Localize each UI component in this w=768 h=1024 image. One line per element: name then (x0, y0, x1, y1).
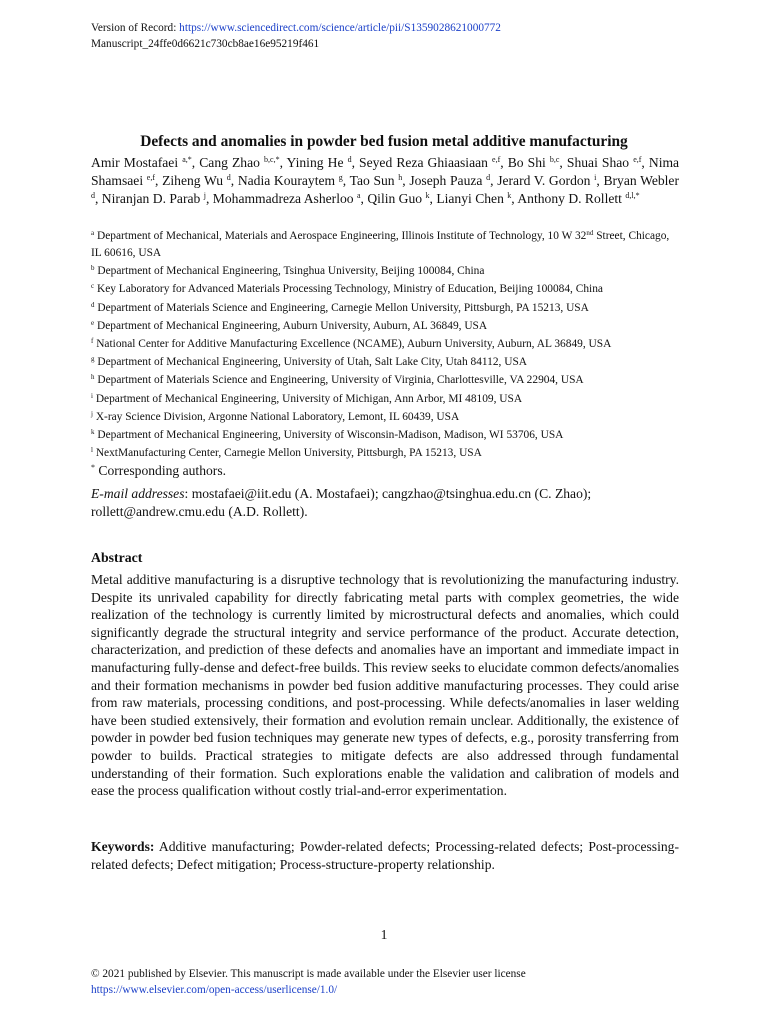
author-name: Jerard V. Gordon (497, 173, 591, 188)
email-addresses (91, 485, 679, 521)
affiliation-item (91, 391, 681, 408)
affiliation-key: l (91, 446, 93, 455)
affiliation-key: g (91, 355, 95, 364)
author-affiliation-sup: e,f (146, 173, 155, 182)
affiliation-key: d (91, 300, 95, 309)
affiliation-text: X-ray Science Division, Argonne National Laboratory, Lemont, IL 60439, USA (95, 410, 460, 423)
author-affiliation-sup: k (425, 191, 430, 200)
author-name: Nima Shamsaei (91, 155, 680, 188)
affiliation-item (91, 263, 681, 280)
author-affiliation-sup: d (486, 173, 491, 182)
author-name: Shuai Shao (566, 155, 630, 170)
abstract-text: Metal additive manufacturing is a disruptive technology that is revolutionizing the manufacturing industry. Despite its unrivaled capability for directly fabricating metal parts with complex geometries, the wide realization of the technology is currently limited by microstructural defects and anomalies, which could significantly degrade the structural integrity and service performance of the product. Accurate detection, characterization, and prediction of these defects and anomalies have an important and immediate impact in manufacturing fully-dense and defect-free builds. This review seeks to elucidate common defects/anomalies and their formation mechanisms in powder bed fusion additive manufacturing processes. They could arise from raw materials, processing conditions, and post-processing. While defects/anomalies in laser welding have been studied extensively, their formation and evolution remain unclear. Additionally, the existence of powder in powder bed fusion techniques may generate new types of defects, e.g., porosity transferring from powder to builds. Practical strategies to mitigate defects are also addressed through fundamental understanding of their formation. Such explorations enable the validation and calibration of models and ease the process qualification without costly trial-and-error experimentation. (91, 572, 679, 799)
affiliation-text: Department of Mechanical Engineering, University of Utah, Salt Lake City, Utah 84112, USA (97, 356, 528, 369)
affiliation-key: f (91, 336, 94, 345)
affiliation-item (91, 228, 681, 262)
affiliation-text: Key Laboratory for Advanced Materials Processing Technology, Ministry of Education, Beijing 100084, China (96, 283, 603, 296)
author-name: Amir Mostafaei (91, 155, 179, 170)
author-affiliation-sup: a,* (182, 155, 192, 164)
corresponding-mark: * (91, 463, 95, 472)
affiliation-item (91, 336, 681, 353)
affiliation-text-continued: Street, Chicago, IL 60616, USA (91, 230, 670, 259)
author (359, 155, 500, 170)
author (162, 173, 231, 188)
author (350, 173, 403, 188)
affiliation-text: National Center for Additive Manufacturing Excellence (NCAME), Auburn University, Auburn, AL 36849, USA (96, 337, 612, 350)
version-url-link[interactable]: https://www.sciencedirect.com/science/article/pii/S1359028621000772 (179, 22, 501, 34)
author (517, 191, 639, 206)
author-name: Anthony D. Rollett (517, 191, 622, 206)
author (497, 173, 596, 188)
affiliation-key: e (91, 318, 95, 327)
author-affiliation-sup: e,f (492, 155, 501, 164)
author-name: Bo Shi (507, 155, 546, 170)
keywords-label: Keywords: (91, 839, 155, 854)
corresponding-text: Corresponding authors. (98, 463, 227, 478)
email-label: E-mail addresses (91, 486, 185, 501)
author-affiliation-sup: e,f (633, 155, 642, 164)
license-text: © 2021 published by Elsevier. This manuscript is made available under the Elsevier user license (91, 968, 526, 980)
author-affiliation-sup: a (356, 191, 361, 200)
header (91, 20, 501, 52)
affiliation-text: Department of Mechanical, Materials and Aerospace Engineering, Illinois Institute of Technology, 10 W 32 (96, 230, 587, 242)
author-affiliation-sup: d (347, 155, 352, 164)
affiliation-list (91, 228, 681, 463)
author (567, 155, 642, 170)
author (199, 155, 279, 170)
affiliation-item (91, 281, 681, 298)
keywords (91, 838, 679, 874)
author-name: Joseph Pauza (409, 173, 483, 188)
affiliation-text: Department of Materials Science and Engineering, University of Virginia, Charlottesville, VA 22904, USA (97, 374, 584, 387)
author-affiliation-sup: d (226, 173, 231, 182)
author-affiliation-sup: h (398, 173, 403, 182)
author (409, 173, 490, 188)
author-list: Amir Mostafaei $^{a,*}$, Cang Zhao $^{b,c,*}$, Yining He $^d$, Seyed Reza Ghiaasiaan $^{e,f}$, Bo Shi $^{b,c}$, Shuai Shao $^{e,f}$, Nima Shamsaei $^{e,f}$, Ziheng Wu $^d$, Nadia Kouraytem $^g$, Tao Sun $^h$, Joseph Pauza $^d$, Jerard V. Gordon $^i$, Bryan Webler $^d$, Niranjan D. Parab $^j$, Mohammadreza Asherloo $^a$, Qilin Guo $^k$, Lianyi Chen $^k$, Anthony D. Rollett $^{d,l,*}$ (91, 155, 680, 206)
author-affiliation-sup: g (338, 173, 343, 182)
affiliation-item (91, 372, 681, 389)
affiliation-text: Department of Materials Science and Engineering, Carnegie Mellon University, Pittsburgh, PA 15213, USA (97, 301, 589, 314)
paper-title: Defects and anomalies in powder bed fusion metal additive manufacturing (140, 133, 628, 150)
author-name: Qilin Guo (367, 191, 423, 206)
affiliation-text: Department of Mechanical Engineering, Tsinghua University, Beijing 100084, China (97, 265, 485, 278)
affiliation-text: NextManufacturing Center, Carnegie Mellon University, Pittsburgh, PA 15213, USA (95, 447, 482, 460)
author-name: Yining He (286, 155, 344, 170)
author (102, 191, 206, 206)
affiliation-item (91, 300, 681, 317)
affiliation-text: Department of Mechanical Engineering, Auburn University, Auburn, AL 36849, USA (96, 319, 488, 332)
author-name: Nadia Kouraytem (237, 173, 336, 188)
affiliation-ordinal-sup: nd (586, 229, 594, 237)
affiliation-item (91, 354, 681, 371)
author-name: Lianyi Chen (436, 191, 504, 206)
affiliation-key: b (91, 264, 95, 273)
affiliation-item (91, 427, 681, 444)
keywords-text: Additive manufacturing; Powder-related defects; Processing-related defects; Post-processing-related defects; Defect mitigation; Process-structure-property relationship. (91, 839, 679, 872)
author-affiliation-sup: k (507, 191, 512, 200)
affiliation-key: c (91, 282, 95, 291)
affiliation-key: i (91, 391, 93, 400)
affiliation-text: Department of Mechanical Engineering, University of Wisconsin-Madison, Madison, WI 53706, USA (97, 428, 564, 441)
affiliation-key: a (91, 229, 95, 237)
author-name: Seyed Reza Ghiaasiaan (359, 155, 488, 170)
affiliation-item (91, 318, 681, 335)
author-name: Mohammadreza Asherloo (212, 191, 354, 206)
author-name: Ziheng Wu (162, 173, 224, 188)
version-of-record (91, 20, 501, 36)
author (213, 191, 361, 206)
author (436, 191, 511, 206)
footer (91, 966, 526, 998)
author-affiliation-sup: d,l,* (625, 191, 640, 200)
manuscript-id: Manuscript_24ffe0d6621c730cb8ae16e95219f461 (91, 38, 320, 50)
author-name: Bryan Webler (603, 173, 679, 188)
author-affiliation-sup: i (594, 173, 597, 182)
author-name: Tao Sun (349, 173, 395, 188)
affiliation-key: k (91, 427, 95, 436)
author (91, 155, 192, 170)
author-affiliation-sup: d (91, 191, 95, 200)
corresponding-note (91, 462, 226, 480)
author (367, 191, 429, 206)
author-name: Niranjan D. Parab (101, 191, 201, 206)
affiliation-key: j (91, 409, 93, 418)
affiliation-text: Department of Mechanical Engineering, University of Michigan, Ann Arbor, MI 48109, USA (95, 392, 523, 405)
abstract-heading: Abstract (91, 550, 143, 565)
author-name: Cang Zhao (199, 155, 260, 170)
affiliation-item (91, 445, 681, 462)
version-label: Version of Record: (91, 22, 180, 34)
page-number: 1 (380, 927, 388, 942)
license-url-link[interactable]: https://www.elsevier.com/open-access/userlicense/1.0/ (91, 984, 338, 996)
author-affiliation-sup: j (203, 191, 206, 200)
author-affiliation-sup: b,c,* (264, 155, 280, 164)
author (508, 155, 560, 170)
author-affiliation-sup: b,c (549, 155, 560, 164)
affiliation-item (91, 409, 681, 426)
author (238, 173, 343, 188)
affiliation-key: h (91, 373, 95, 382)
author (287, 155, 352, 170)
email-text: : mostafaei@iit.edu (A. Mostafaei); cangzhao@tsinghua.edu.cn (C. Zhao); rollett@andrew.cmu.edu (A.D. Rollett). (91, 486, 592, 519)
